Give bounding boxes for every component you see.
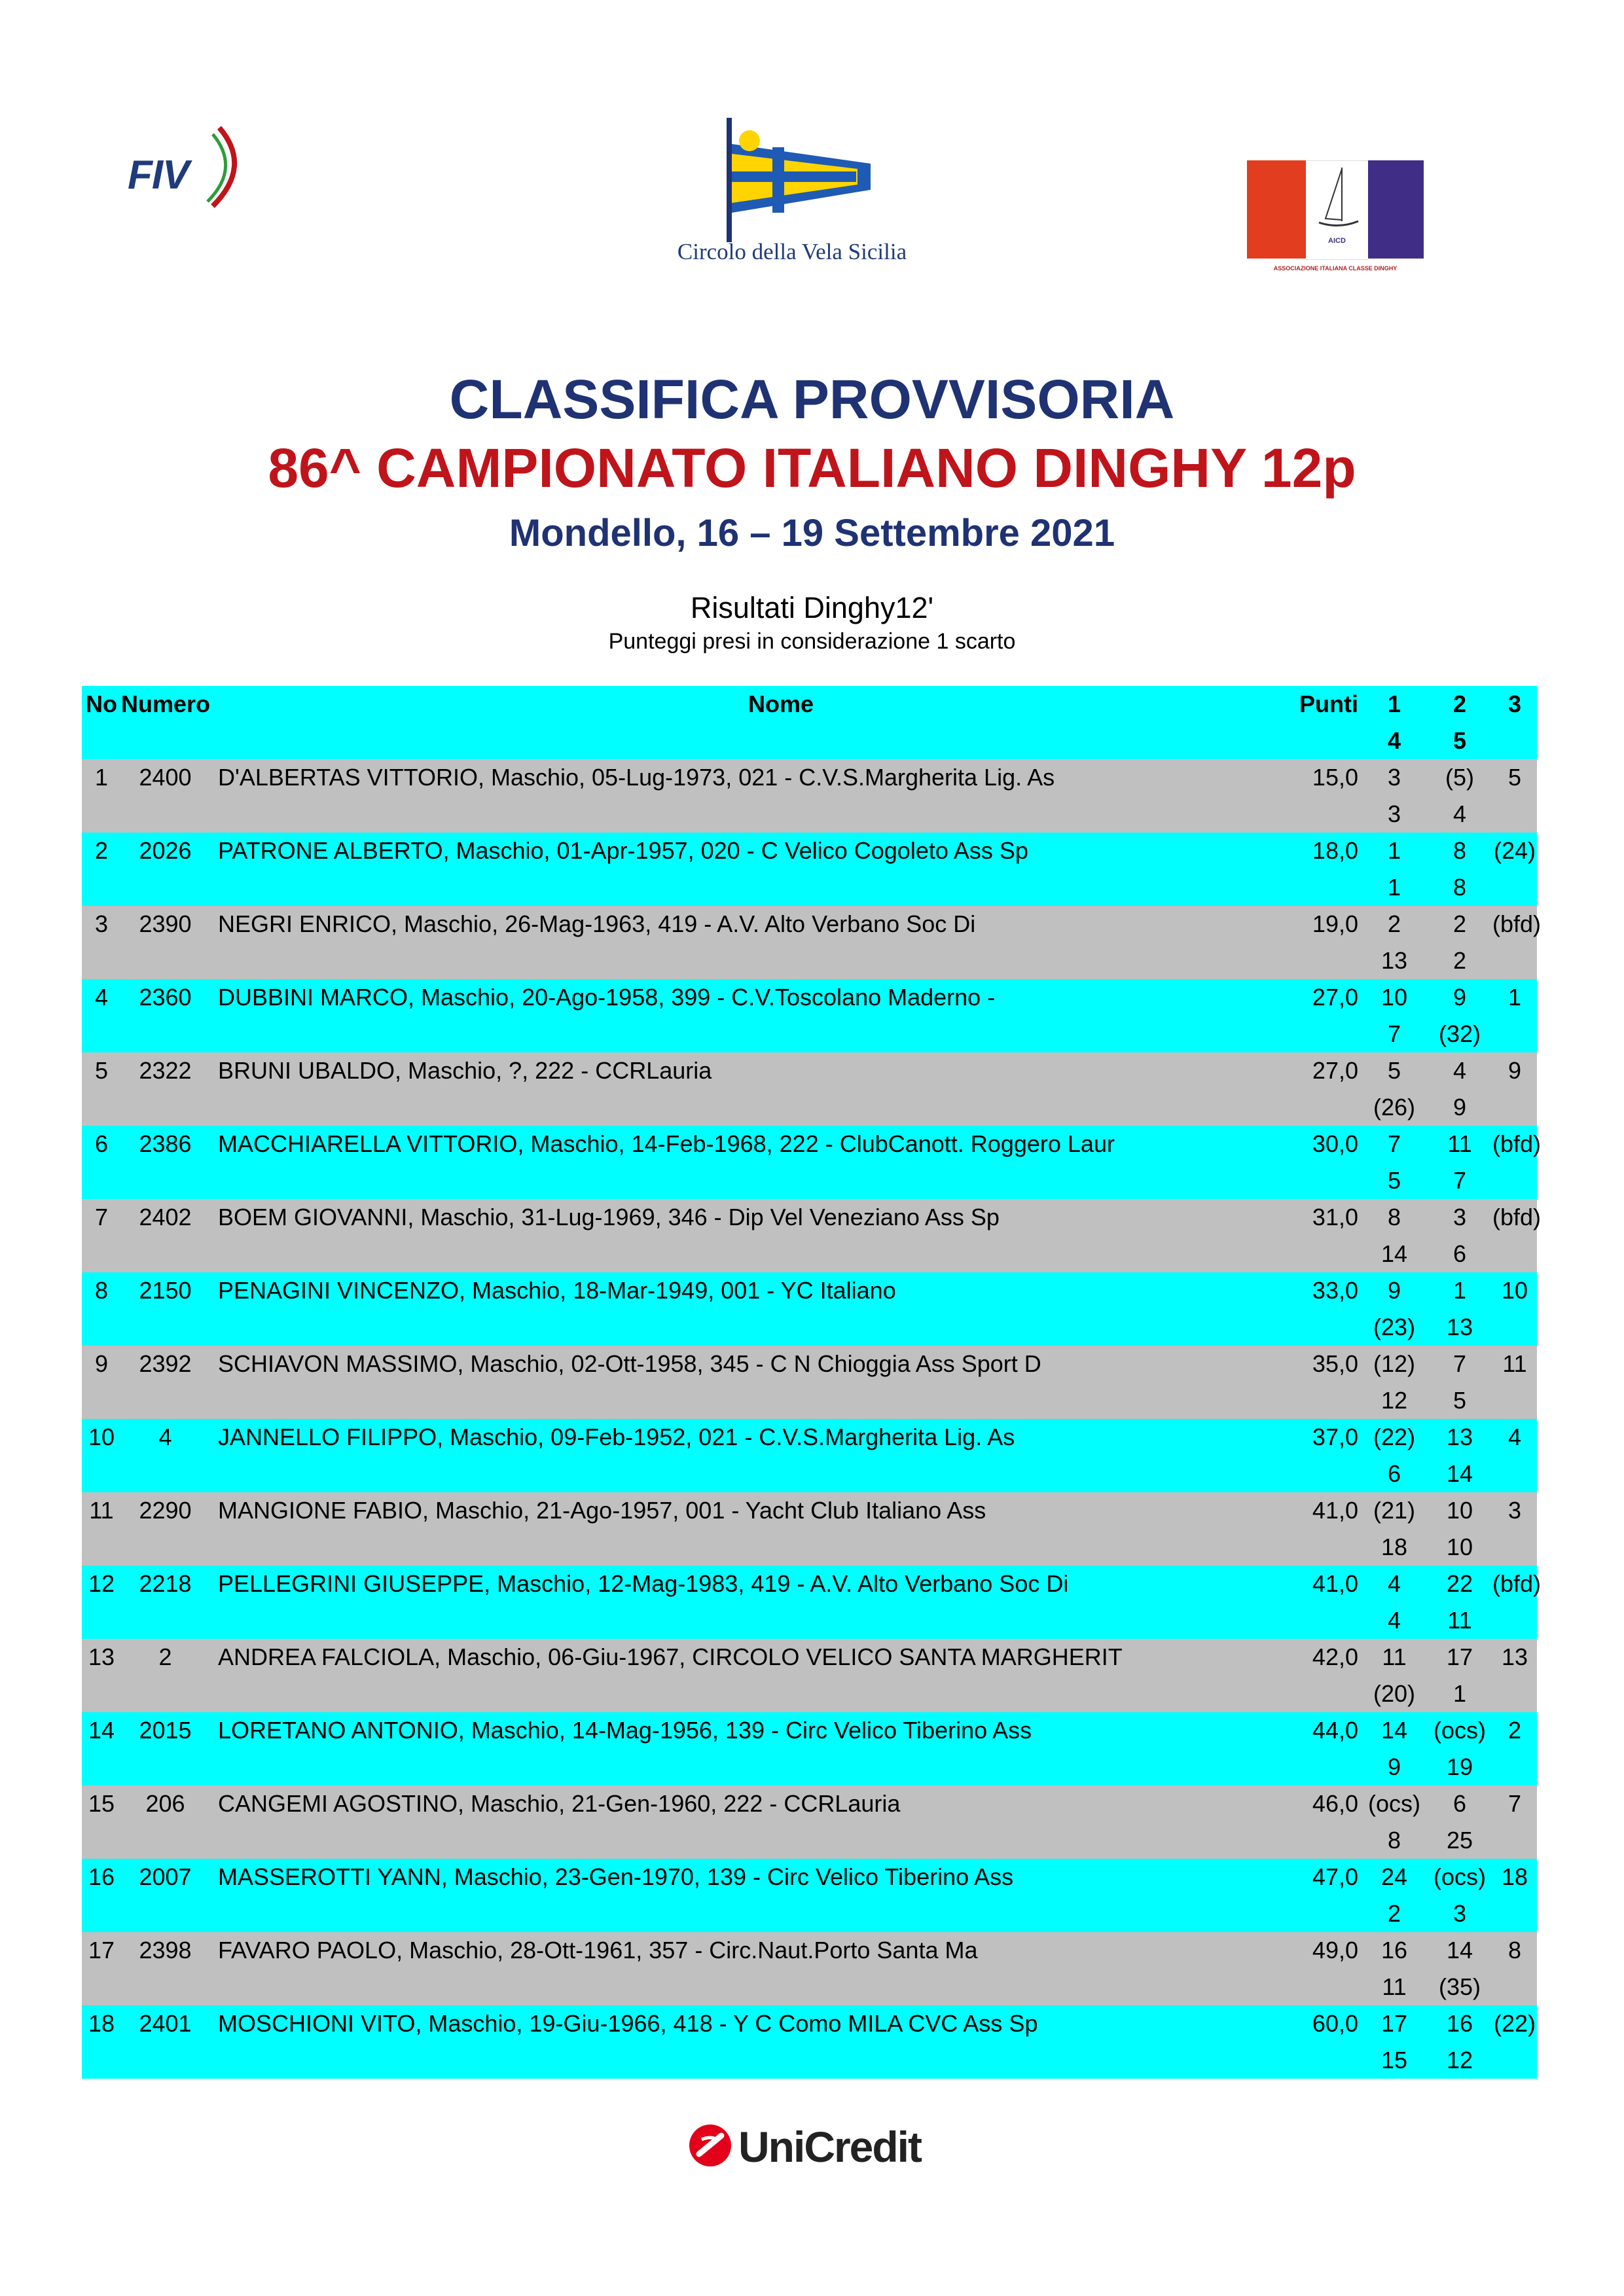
cell-nome: CANGEMI AGOSTINO, Maschio, 21-Gen-1960, 222 - CCRLauria <box>218 1790 901 1817</box>
cell-race-2: 10 <box>1446 1497 1473 1524</box>
header-race-3: 3 <box>1507 691 1522 717</box>
cell-race-3: 11 <box>1502 1350 1527 1377</box>
cell-race-3: (24) <box>1493 837 1536 864</box>
cell-punti: 15,0 <box>1312 764 1358 791</box>
cell-race-5: 12 <box>1446 2047 1473 2073</box>
aicd-logo <box>1247 160 1424 278</box>
cell-race-5: 11 <box>1447 1607 1472 1634</box>
header-numero: Numero <box>121 691 211 717</box>
cell-race-4: 8 <box>1387 1827 1401 1854</box>
header-punti: Punti <box>1299 691 1358 717</box>
cell-race-1-4 <box>1362 1785 1427 1859</box>
cell-race-5: 25 <box>1446 1827 1473 1854</box>
aicd-full-name: ASSOCIAZIONE ITALIANA CLASSE DINGHY <box>1273 265 1398 272</box>
table-row <box>82 1639 1537 1712</box>
cell-race-3: 3 <box>1507 1497 1522 1524</box>
cell-nome: PELLEGRINI GIUSEPPE, Maschio, 12-Mag-1983, 419 - A.V. Alto Verbano Soc Di <box>218 1570 1069 1597</box>
cell-punti: 41,0 <box>1312 1570 1358 1597</box>
cell-race-4: (20) <box>1373 1680 1416 1707</box>
cell-race-3: (bfd) <box>1492 1204 1542 1230</box>
cell-race-1: 3 <box>1387 764 1401 791</box>
table-row <box>82 1199 1542 1272</box>
cell-numero: 2290 <box>139 1497 192 1524</box>
cell-race-3: 2 <box>1507 1717 1522 1744</box>
cell-race-3: 4 <box>1507 1424 1522 1450</box>
cell-race-2-5 <box>1427 2005 1492 2079</box>
cell-race-1: 24 <box>1380 1863 1408 1890</box>
table-row <box>82 759 1537 833</box>
cell-race-4: 5 <box>1387 1167 1401 1194</box>
cell-race-3: 18 <box>1501 1863 1528 1890</box>
header-race-2-5 <box>1427 686 1492 759</box>
cell-nome: JANNELLO FILIPPO, Maschio, 09-Feb-1952, 021 - C.V.S.Margherita Lig. As <box>218 1424 1015 1450</box>
cell-numero: 2150 <box>139 1277 192 1304</box>
cell-punti: 37,0 <box>1312 1424 1358 1450</box>
cell-numero: 2015 <box>139 1717 192 1744</box>
cell-nome: BOEM GIOVANNI, Maschio, 31-Lug-1969, 346 - Dip Vel Veneziano Ass Sp <box>218 1204 1000 1230</box>
cell-no: 1 <box>94 764 109 791</box>
cell-nome: NEGRI ENRICO, Maschio, 26-Mag-1963, 419 - A.V. Alto Verbano Soc Di <box>218 910 976 937</box>
cell-race-5: 9 <box>1453 1094 1467 1121</box>
cell-numero: 2322 <box>139 1057 192 1084</box>
cell-race-1: (22) <box>1373 1424 1416 1450</box>
cell-race-1-4 <box>1362 833 1427 906</box>
cell-race-2: (ocs) <box>1434 1863 1486 1890</box>
fiv-logo-text: FIV <box>128 152 189 198</box>
cell-no: 14 <box>88 1717 115 1744</box>
cell-nome: FAVARO PAOLO, Maschio, 28-Ott-1961, 357 - Circ.Naut.Porto Santa Ma <box>218 1937 978 1964</box>
cell-punti: 27,0 <box>1312 984 1358 1011</box>
table-row <box>82 833 1537 906</box>
cell-no: 10 <box>88 1424 115 1450</box>
cell-no: 7 <box>94 1204 109 1230</box>
cell-race-2: (ocs) <box>1434 1717 1486 1744</box>
cell-race-3: (bfd) <box>1492 1130 1542 1157</box>
title-block <box>0 367 1624 563</box>
cell-race-4: (23) <box>1373 1314 1416 1340</box>
cell-race-5: 19 <box>1446 1753 1473 1780</box>
unicredit-logo <box>687 2117 943 2176</box>
cell-punti: 49,0 <box>1312 1937 1358 1964</box>
cell-race-2-5 <box>1427 759 1492 833</box>
cell-numero: 2386 <box>139 1130 192 1157</box>
cell-race-3: (bfd) <box>1492 1570 1542 1597</box>
cell-race-5: 3 <box>1453 1900 1467 1927</box>
cell-no: 6 <box>94 1130 109 1157</box>
cell-race-1: (ocs) <box>1368 1790 1420 1817</box>
cell-race-3: 8 <box>1507 1937 1522 1964</box>
cell-race-3: 7 <box>1507 1790 1522 1817</box>
cell-race-1-4 <box>1362 1712 1427 1785</box>
cell-race-5: (35) <box>1438 1973 1481 2000</box>
cell-race-2: 22 <box>1446 1570 1473 1597</box>
cell-race-2: 3 <box>1453 1204 1467 1230</box>
cell-race-2: (5) <box>1445 764 1474 791</box>
cell-numero: 2218 <box>139 1570 192 1597</box>
cell-no: 18 <box>88 2010 115 2037</box>
event-location-dates: Mondello, 16 – 19 Settembre 2021 <box>509 512 1115 554</box>
table-row <box>82 906 1542 979</box>
table-row <box>82 1272 1537 1346</box>
cell-race-1: (21) <box>1373 1497 1416 1524</box>
cell-race-2: 13 <box>1446 1424 1473 1450</box>
cell-race-2: 17 <box>1446 1643 1473 1670</box>
cell-no: 8 <box>94 1277 109 1304</box>
cell-race-2: 6 <box>1453 1790 1467 1817</box>
table-row <box>82 1419 1537 1492</box>
cell-race-1-4 <box>1362 1272 1427 1346</box>
aicd-color-blocks <box>1247 160 1424 259</box>
cell-race-1-4 <box>1362 1932 1427 2005</box>
cell-punti: 47,0 <box>1312 1863 1358 1890</box>
cell-race-2: 2 <box>1453 910 1467 937</box>
cell-numero: 2400 <box>139 764 192 791</box>
cell-punti: 27,0 <box>1312 1057 1358 1084</box>
subtitle-block <box>0 589 1624 656</box>
burgee-flag-icon <box>720 118 877 242</box>
circolo-name: Circolo della Vela Sicilia <box>677 239 907 264</box>
cell-nome: DUBBINI MARCO, Maschio, 20-Ago-1958, 399 - C.V.Toscolano Maderno - <box>218 984 996 1011</box>
results-table <box>82 686 1542 2079</box>
cell-punti: 18,0 <box>1312 837 1358 864</box>
header-logos <box>0 0 1624 314</box>
cell-race-2-5 <box>1427 1126 1492 1199</box>
cell-race-4: 6 <box>1387 1460 1401 1487</box>
cell-race-2: 1 <box>1453 1277 1467 1304</box>
cell-race-1: 7 <box>1387 1130 1401 1157</box>
cell-no: 9 <box>94 1350 109 1377</box>
cell-race-1: 4 <box>1387 1570 1401 1597</box>
cell-race-2: 7 <box>1453 1350 1467 1377</box>
cell-race-5: 2 <box>1453 947 1467 974</box>
cell-race-4: 9 <box>1387 1753 1401 1780</box>
cell-numero: 2390 <box>139 910 192 937</box>
cell-race-4: 14 <box>1380 1240 1408 1267</box>
cell-race-4: (26) <box>1373 1094 1416 1121</box>
cell-race-5: 7 <box>1453 1167 1467 1194</box>
cell-race-1: 5 <box>1387 1057 1401 1084</box>
fiv-sail-icon <box>193 124 252 209</box>
cell-race-2-5 <box>1427 1199 1492 1272</box>
cell-no: 3 <box>94 910 109 937</box>
cell-numero: 206 <box>145 1790 185 1817</box>
cell-race-1-4 <box>1362 1126 1427 1199</box>
cell-race-2-5 <box>1427 979 1492 1052</box>
championship-title: 86^ CAMPIONATO ITALIANO DINGHY 12p <box>268 437 1356 499</box>
table-row <box>82 1052 1537 1126</box>
cell-race-1: 2 <box>1387 910 1401 937</box>
table-row <box>82 1492 1537 1566</box>
cell-nome: MOSCHIONI VITO, Maschio, 19-Giu-1966, 418 - Y C Como MILA CVC Ass Sp <box>218 2010 1038 2037</box>
cell-nome: MASSEROTTI YANN, Maschio, 23-Gen-1970, 139 - Circ Velico Tiberino Ass <box>218 1863 1014 1890</box>
cell-race-1: 8 <box>1387 1204 1401 1230</box>
cell-race-1-4 <box>1362 1566 1427 1639</box>
cell-race-5: 4 <box>1453 800 1467 827</box>
cell-race-4: 13 <box>1380 947 1408 974</box>
cell-punti: 42,0 <box>1312 1643 1358 1670</box>
cell-race-1-4 <box>1362 2005 1427 2079</box>
cell-race-2-5 <box>1427 1346 1492 1419</box>
cell-race-1: 11 <box>1382 1643 1407 1670</box>
cell-nome: LORETANO ANTONIO, Maschio, 14-Mag-1956, 139 - Circ Velico Tiberino Ass <box>218 1717 1032 1744</box>
cell-race-2-5 <box>1427 1052 1492 1126</box>
header-no: No <box>86 691 117 717</box>
cell-no: 15 <box>88 1790 115 1817</box>
cell-race-5: (32) <box>1438 1020 1481 1047</box>
cell-punti: 30,0 <box>1312 1130 1358 1157</box>
cell-race-4: 1 <box>1387 874 1401 901</box>
cell-numero: 2026 <box>139 837 192 864</box>
cell-race-2: 11 <box>1447 1130 1472 1157</box>
cell-race-3: 1 <box>1507 984 1522 1011</box>
cell-race-1: 14 <box>1380 1717 1408 1744</box>
cell-numero: 4 <box>158 1424 172 1450</box>
cell-numero: 2398 <box>139 1937 192 1964</box>
page-title: CLASSIFICA PROVVISORIA <box>449 368 1175 430</box>
cell-race-1-4 <box>1362 1199 1427 1272</box>
table-row <box>82 1932 1537 2005</box>
cell-nome: ANDREA FALCIOLA, Maschio, 06-Giu-1967, CIRCOLO VELICO SANTA MARGHERIT <box>218 1643 1123 1670</box>
cell-nome: PATRONE ALBERTO, Maschio, 01-Apr-1957, 020 - C Velico Cogoleto Ass Sp <box>218 837 1028 864</box>
circolo-logo <box>655 118 929 275</box>
results-label: Risultati Dinghy12' <box>690 591 934 624</box>
cell-nome: MACCHIARELLA VITTORIO, Maschio, 14-Feb-1968, 222 - ClubCanott. Roggero Laur <box>218 1130 1115 1157</box>
cell-punti: 35,0 <box>1312 1350 1358 1377</box>
cell-race-4: 4 <box>1387 1607 1401 1634</box>
cell-numero: 2 <box>158 1643 172 1670</box>
cell-race-2: 9 <box>1453 984 1467 1011</box>
header-race-5: 5 <box>1453 727 1467 754</box>
cell-punti: 31,0 <box>1312 1204 1358 1230</box>
cell-no: 5 <box>94 1057 109 1084</box>
cell-race-4: 3 <box>1387 800 1401 827</box>
cell-race-4: 2 <box>1387 1900 1401 1927</box>
cell-race-1-4 <box>1362 906 1427 979</box>
cell-punti: 44,0 <box>1312 1717 1358 1744</box>
header-race-2: 2 <box>1453 691 1467 717</box>
sponsor-name: UniCredit <box>738 2123 921 2171</box>
cell-nome: PENAGINI VINCENZO, Maschio, 18-Mar-1949, 001 - YC Italiano <box>218 1277 896 1304</box>
cell-race-2-5 <box>1427 1419 1492 1492</box>
cell-race-3: 9 <box>1507 1057 1522 1084</box>
table-row <box>82 1126 1542 1199</box>
table-row <box>82 2005 1537 2079</box>
cell-nome: MANGIONE FABIO, Maschio, 21-Ago-1957, 001 - Yacht Club Italiano Ass <box>218 1497 986 1524</box>
cell-nome: BRUNI UBALDO, Maschio, ?, 222 - CCRLauria <box>218 1057 712 1084</box>
cell-no: 17 <box>88 1937 115 1964</box>
cell-race-1-4 <box>1362 1492 1427 1566</box>
cell-race-4: 18 <box>1380 1534 1408 1560</box>
header-race-4: 4 <box>1387 727 1401 754</box>
cell-race-2: 4 <box>1453 1057 1467 1084</box>
cell-race-2: 8 <box>1453 837 1467 864</box>
cell-race-2-5 <box>1427 1566 1492 1639</box>
cell-race-5: 14 <box>1446 1460 1473 1487</box>
table-header-row <box>82 686 1537 759</box>
table-row <box>82 1346 1537 1419</box>
cell-race-1-4 <box>1362 1346 1427 1419</box>
cell-race-4: 11 <box>1382 1973 1407 2000</box>
cell-numero: 2360 <box>139 984 192 1011</box>
cell-race-1-4 <box>1362 1052 1427 1126</box>
cell-race-5: 1 <box>1453 1680 1467 1707</box>
cell-no: 11 <box>89 1497 114 1524</box>
cell-race-1-4 <box>1362 1859 1427 1932</box>
table-row <box>82 1859 1537 1932</box>
header-race-1: 1 <box>1387 691 1401 717</box>
unicredit-mark-icon <box>687 2123 733 2168</box>
cell-race-2-5 <box>1427 1712 1492 1785</box>
cell-no: 16 <box>88 1863 115 1890</box>
cell-numero: 2402 <box>139 1204 192 1230</box>
table-row <box>82 1566 1542 1639</box>
cell-race-1-4 <box>1362 1419 1427 1492</box>
cell-punti: 33,0 <box>1312 1277 1358 1304</box>
cell-nome: SCHIAVON MASSIMO, Maschio, 02-Ott-1958, 345 - C N Chioggia Ass Sport D <box>218 1350 1041 1377</box>
cell-race-1: 1 <box>1387 837 1401 864</box>
aicd-short: AICD <box>1328 237 1346 245</box>
cell-race-1: (12) <box>1373 1350 1416 1377</box>
cell-punti: 46,0 <box>1312 1790 1358 1817</box>
cell-race-5: 8 <box>1453 874 1467 901</box>
cell-race-5: 6 <box>1453 1240 1467 1267</box>
cell-race-5: 13 <box>1446 1314 1473 1340</box>
scoring-note: Punteggi presi in considerazione 1 scarto <box>608 629 1016 654</box>
cell-numero: 2401 <box>139 2010 192 2037</box>
cell-race-2-5 <box>1427 906 1492 979</box>
fiv-logo <box>128 124 249 209</box>
cell-race-1: 10 <box>1380 984 1408 1011</box>
cell-race-3: 13 <box>1501 1643 1528 1670</box>
cell-numero: 2007 <box>139 1863 192 1890</box>
cell-race-2-5 <box>1427 1859 1492 1932</box>
cell-race-1: 16 <box>1380 1937 1408 1964</box>
cell-race-1-4 <box>1362 759 1427 833</box>
cell-race-4: 15 <box>1380 2047 1408 2073</box>
cell-race-1: 17 <box>1380 2010 1408 2037</box>
cell-no: 13 <box>88 1643 115 1670</box>
cell-race-2-5 <box>1427 1272 1492 1346</box>
cell-punti: 41,0 <box>1312 1497 1358 1524</box>
cell-no: 2 <box>94 837 109 864</box>
cell-race-2-5 <box>1427 1492 1492 1566</box>
header-nome: Nome <box>748 691 814 717</box>
dinghy-sail-icon <box>1306 161 1368 233</box>
table-row <box>82 1785 1537 1859</box>
table-row <box>82 1712 1537 1785</box>
cell-race-2-5 <box>1427 1785 1492 1859</box>
cell-race-3: (22) <box>1493 2010 1536 2037</box>
cell-race-4: 7 <box>1387 1020 1401 1047</box>
cell-race-4: 12 <box>1380 1387 1408 1414</box>
cell-race-2: 16 <box>1446 2010 1473 2037</box>
cell-punti: 19,0 <box>1312 910 1358 937</box>
cell-race-1: 9 <box>1387 1277 1401 1304</box>
cell-race-5: 5 <box>1453 1387 1467 1414</box>
cell-race-3: 5 <box>1507 764 1522 791</box>
cell-no: 4 <box>94 984 109 1011</box>
cell-race-1-4 <box>1362 979 1427 1052</box>
table-row <box>82 979 1537 1052</box>
cell-race-5: 10 <box>1446 1534 1473 1560</box>
cell-race-3: (bfd) <box>1492 910 1542 937</box>
cell-race-2-5 <box>1427 1639 1492 1712</box>
cell-race-2: 14 <box>1446 1937 1473 1964</box>
cell-race-2-5 <box>1427 1932 1492 2005</box>
cell-race-1-4 <box>1362 1639 1427 1712</box>
cell-numero: 2392 <box>139 1350 192 1377</box>
cell-no: 12 <box>88 1570 115 1597</box>
cell-race-2-5 <box>1427 833 1492 906</box>
cell-nome: D'ALBERTAS VITTORIO, Maschio, 05-Lug-1973, 021 - C.V.S.Margherita Lig. As <box>218 764 1055 791</box>
header-race-1-4 <box>1362 686 1427 759</box>
cell-race-3: 10 <box>1501 1277 1528 1304</box>
cell-punti: 60,0 <box>1312 2010 1358 2037</box>
